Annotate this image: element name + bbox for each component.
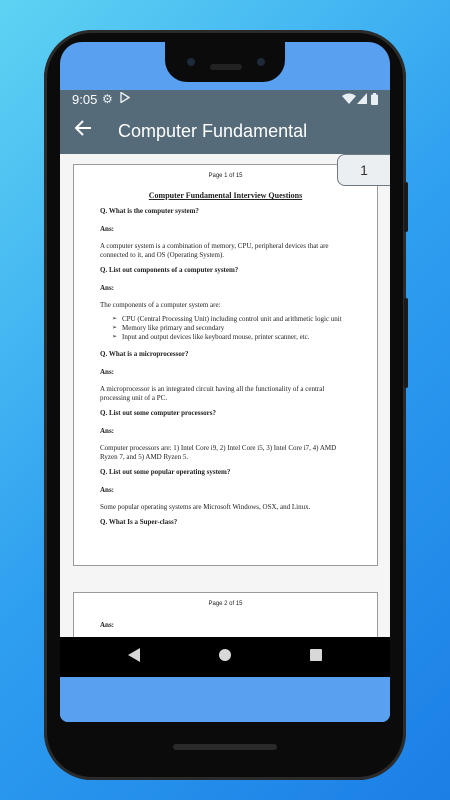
question-1: Q. What is the computer system? xyxy=(100,207,199,215)
answer-text-4: Computer processors are: 1) Intel Core i9, 2) Intel Core i5, 3) Intel Core i7, 4) AMD Ryzen 7, and 5) AMD Ryzen 5. xyxy=(100,444,337,461)
front-camera xyxy=(187,58,195,66)
question-6: Q. What Is a Super-class? xyxy=(100,518,178,526)
answer-text-2: The components of a computer system are: xyxy=(100,301,221,309)
component-list xyxy=(100,315,351,342)
volume-button xyxy=(404,298,408,388)
current-page-indicator[interactable]: 1 xyxy=(337,154,390,186)
answer-label: Ans: xyxy=(100,621,115,629)
power-button xyxy=(404,182,408,232)
page-number-label: Page 1 of 15 xyxy=(208,173,243,179)
phone-screen xyxy=(60,42,390,722)
list-item: ➢ Input and output devices like keyboard mouse, printer scanner, etc. xyxy=(114,333,351,342)
circle-home-icon[interactable] xyxy=(218,647,232,668)
front-sensor xyxy=(257,58,265,66)
wifi-icon xyxy=(342,93,356,107)
page-content xyxy=(74,207,377,527)
answer-label-3: Ans: xyxy=(100,368,115,376)
answer-label-2: Ans: xyxy=(100,284,115,292)
notch xyxy=(165,42,285,82)
answer-text-1: A computer system is a combination of memory, CPU, peripheral devices that are connected to it, and OS (Operating System). xyxy=(100,242,329,259)
question-3: Q. What is a microprocessor? xyxy=(100,350,189,358)
status-time: 9:05 xyxy=(72,92,98,107)
status-bar xyxy=(60,90,390,110)
pdf-viewer[interactable] xyxy=(60,154,390,637)
question-4: Q. List out some computer processors? xyxy=(100,409,217,417)
signal-icon xyxy=(357,93,367,107)
square-recents-icon[interactable] xyxy=(309,647,323,668)
app-title: Computer Fundamental xyxy=(118,121,308,141)
gear-icon: ⚙ xyxy=(102,92,113,106)
triangle-back-icon[interactable] xyxy=(127,647,141,668)
question-5: Q. List out some popular operating system? xyxy=(100,468,231,476)
answer-text-3: A microprocessor is an integrated circuit having all the functionality of a central processing unit of a PC. xyxy=(100,385,325,402)
screen-bottom-area xyxy=(60,677,390,722)
document-title: Computer Fundamental Interview Questions xyxy=(148,191,303,200)
earpiece-speaker xyxy=(210,64,242,70)
question-2: Q. List out components of a computer system? xyxy=(100,266,239,274)
phone-chin-bar xyxy=(173,744,277,750)
pdf-page-1 xyxy=(73,164,378,566)
app-bar xyxy=(60,110,390,154)
play-store-icon xyxy=(120,92,130,106)
page-number-label: Page 2 of 15 xyxy=(208,601,243,607)
answer-label-5: Ans: xyxy=(100,486,115,494)
list-item: ➢ Memory like primary and secondary xyxy=(114,324,351,333)
battery-icon xyxy=(371,93,378,108)
navigation-bar xyxy=(60,637,390,677)
answer-label-1: Ans: xyxy=(100,225,115,233)
answer-label-4: Ans: xyxy=(100,427,115,435)
pdf-page-2 xyxy=(73,592,378,637)
page-content xyxy=(74,621,377,630)
arrow-left-icon[interactable] xyxy=(74,118,92,142)
list-item: ➢ CPU (Central Processing Unit) including control unit and arithmetic logic unit xyxy=(114,315,351,324)
answer-text-5: Some popular operating systems are Microsoft Windows, OSX, and Linux. xyxy=(100,503,311,511)
